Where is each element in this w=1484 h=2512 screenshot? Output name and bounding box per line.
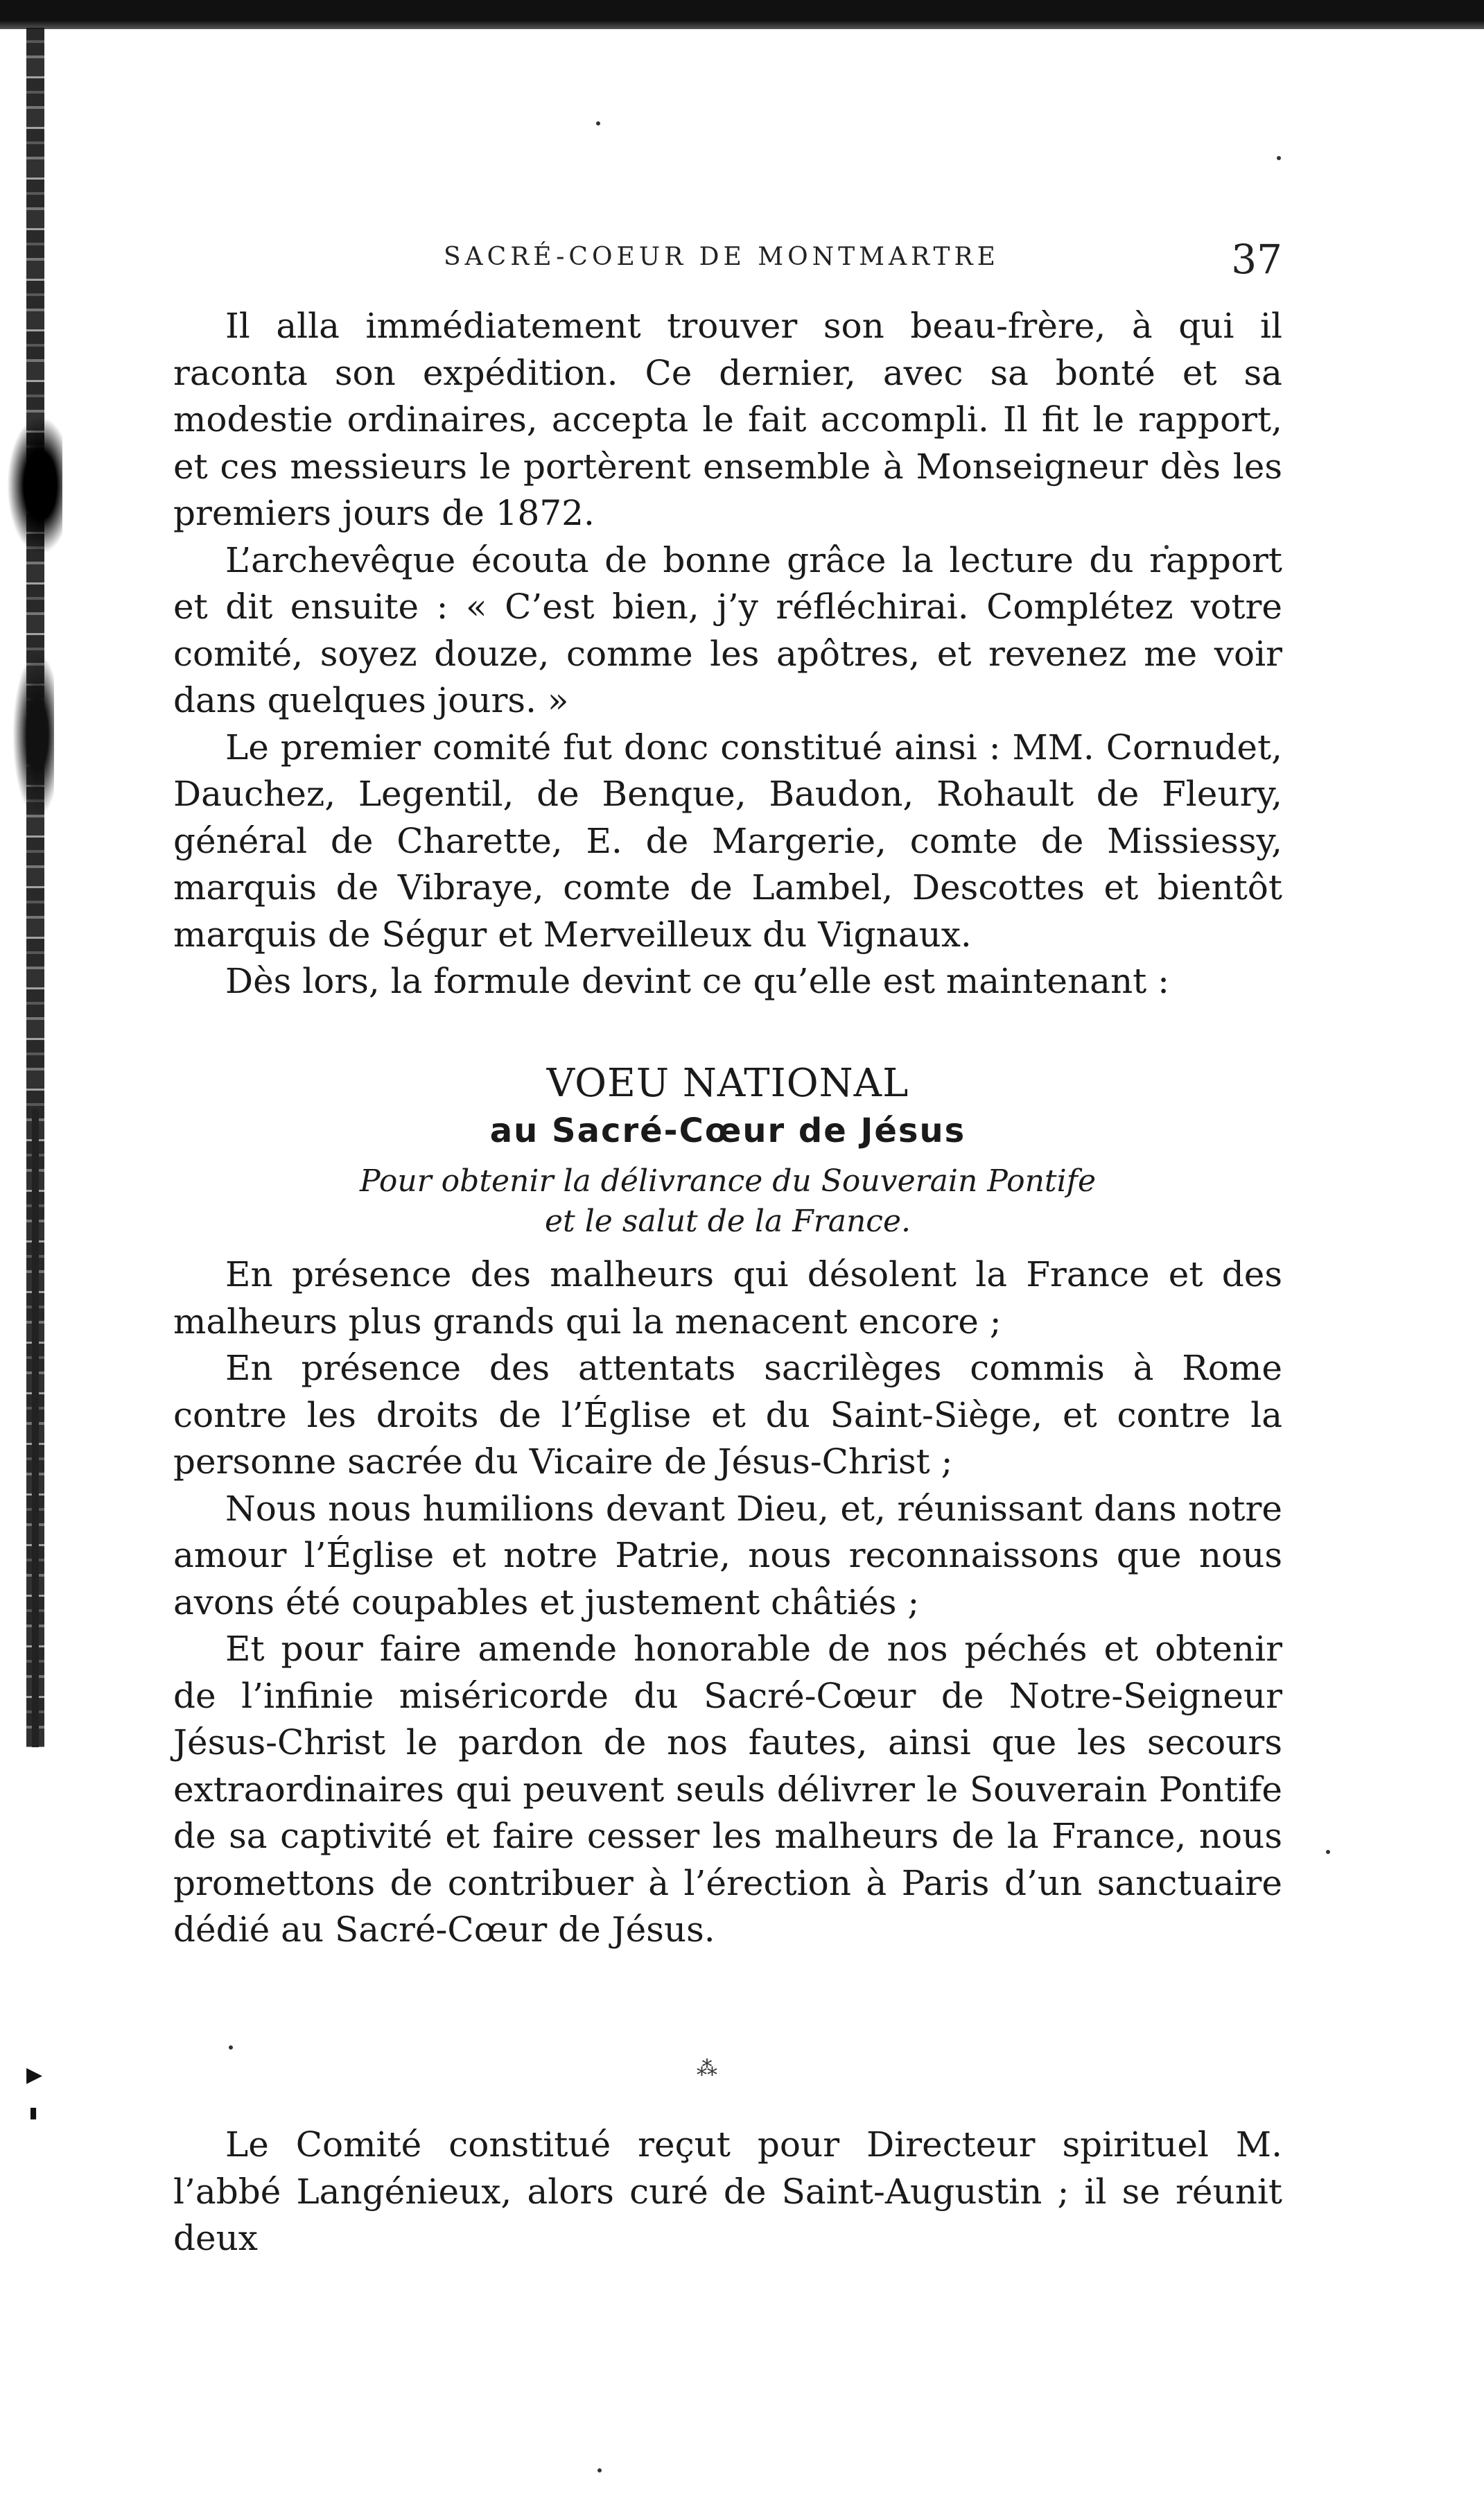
vow-subtitle: au Sacré-Cœur de Jésus <box>489 1111 966 1150</box>
scan-arrow-mark: ▶ <box>26 2063 43 2087</box>
asterism-divider: ⁂ <box>697 2056 717 2081</box>
scan-speck <box>596 121 600 125</box>
vow-text <box>173 1251 1282 1954</box>
running-header <box>173 236 1282 291</box>
paragraph: En présence des attentats sacrilèges commis à Rome contre les droits de l’Église et du Saint-Siège, et contre la personne sacrée du Vicaire de Jésus-Christ ; <box>173 1348 1282 1482</box>
paragraph: Nous nous humilions devant Dieu, et, réunissant dans notre amour l’Église et notre Patrie, nous reconnaissons que nous avons été coupables et justement châtiés ; <box>173 1488 1282 1622</box>
paragraph: L’archevêque écouta de bonne grâce la lecture du rapport et dit ensuite : « C’est bien, j’y réfléchirai. Complétez votre comité, soyez douze, comme les apôtres, et revenez me voir dans quelques jours. » <box>173 539 1282 720</box>
scan-speck <box>1277 156 1281 160</box>
vow-purpose-line: et le salut de la France. <box>545 1204 911 1239</box>
scan-speck <box>229 2045 233 2050</box>
body-text-bottom <box>173 2122 1282 2262</box>
paragraph: Le premier comité fut donc constitué ainsi : MM. Cornudet, Dauchez, Legentil, de Benque, Baudon, Rohault de Fleury, général de Charette, E. de Margerie, comte de Missiessy, marquis de Vibraye, comte de Lambel, Descottes et bientôt marquis de Ségur et Merveilleux du Vignaux. <box>173 727 1282 955</box>
paragraph: En présence des malheurs qui désolent la France et des malheurs plus grands qui la menacent encore ; <box>173 1254 1282 1342</box>
paragraph: Il alla immédiatement trouver son beau-frère, à qui il raconta son expédition. Ce dernier, avec sa bonté et sa modestie ordinaires, accepta le fait accompli. Il fit le rapport, et ces messieurs le portèrent ensemble à Monseigneur dès les premiers jours de 1872. <box>173 306 1282 533</box>
body-text-top <box>173 303 1282 1005</box>
scan-left-edge <box>7 28 69 1747</box>
page-number: 37 <box>1231 236 1282 283</box>
paragraph: Dès lors, la formule devint ce qu’elle est maintenant : <box>225 961 1170 1001</box>
scan-edge-line <box>32 1109 39 1747</box>
scan-speck <box>597 2468 602 2472</box>
scan-edge-blot <box>12 652 54 818</box>
scan-top-border <box>0 0 1484 29</box>
paragraph: Le Comité constitué reçut pour Directeur spirituel M. l’abbé Langénieux, alors curé de Saint-Augustin ; il se réunit deux <box>173 2124 1282 2258</box>
scan-edge-blot <box>7 416 62 555</box>
vow-title: VOEU NATIONAL <box>546 1061 909 1106</box>
scan-speck <box>1326 1850 1330 1854</box>
vow-purpose <box>173 1161 1282 1242</box>
scan-tick-mark: ▮ <box>29 2104 38 2122</box>
running-title: SACRÉ-COEUR DE MONTMARTRE <box>444 243 999 271</box>
paragraph: Et pour faire amende honorable de nos péchés et obtenir de l’infinie miséricorde du Sacré-Cœur de Notre-Seigneur Jésus-Christ le pardon de nos fautes, ainsi que les secours extraordinaires qui peuvent seuls délivrer le Souverain Pontife de sa captivité et faire cesser les malheurs de la France, nous promettons de contribuer à l’érection à Paris d’un sanctuaire dédié au Sacré-Cœur de Jésus. <box>173 1629 1282 1950</box>
vow-purpose-line: Pour obtenir la délivrance du Souverain Pontife <box>360 1163 1096 1199</box>
